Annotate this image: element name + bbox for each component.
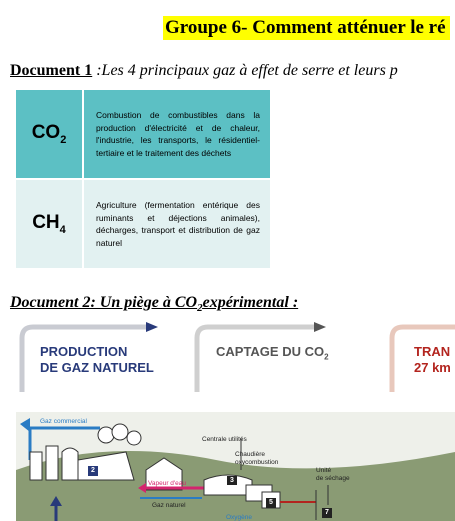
- label-oxygene: Oxygène: [226, 514, 253, 521]
- stage1-title: PRODUCTION DE GAZ NATUREL: [40, 344, 154, 375]
- label-chaudiere: Chaudière oxycombustion: [235, 451, 279, 466]
- formula-ch4: $CH_4$: [16, 179, 83, 268]
- stage2-title: CAPTAGE DU $CO_2$: [216, 344, 329, 362]
- document1-heading: [10, 62, 398, 80]
- document2-heading: Document 2: Un piège à $CO_2\exp érimental$ :: [10, 294, 299, 315]
- label-unite-sechage: Unité de séchage: [316, 467, 350, 482]
- marker-2: 2: [91, 467, 95, 474]
- label-centrale: Centrale utilités: [202, 436, 247, 443]
- label-vapeur: Vapeur d'eau: [148, 480, 186, 487]
- page-title: Groupe 6- Comment atténuer le ré: [163, 16, 450, 40]
- description-co2: Combustion de combustibles dans la production d'électricité et de chaleur, l'industrie, les transports, le résidentiel-tertiaire et le traitement des déchets: [83, 90, 270, 179]
- label-gaz-commercial: Gaz commercial: [40, 418, 87, 425]
- document1-caption: :Les 4 principaux gaz à effet de serre et leurs p: [92, 62, 398, 79]
- description-ch4: Agriculture (fermentation entérique des ruminants et déjections animales), décharges, transport et distribution de gaz naturel: [83, 179, 270, 268]
- marker-5: 5: [269, 499, 273, 506]
- table-row: [16, 90, 270, 179]
- stage1-arrow-icon: [146, 322, 158, 332]
- marker-7: 7: [325, 509, 329, 516]
- stage3-title: TRAN 27 km: [414, 344, 451, 375]
- marker-3: 3: [230, 477, 234, 484]
- gas-table: [16, 90, 270, 268]
- stage2-arrow-icon: [314, 322, 326, 332]
- formula-co2: $CO_2$: [16, 90, 83, 179]
- co2-trap-figure: [16, 320, 455, 521]
- table-row: [16, 179, 270, 268]
- label-gaz-naturel: Gaz naturel: [152, 502, 186, 509]
- document1-label: Document 1: [10, 62, 93, 79]
